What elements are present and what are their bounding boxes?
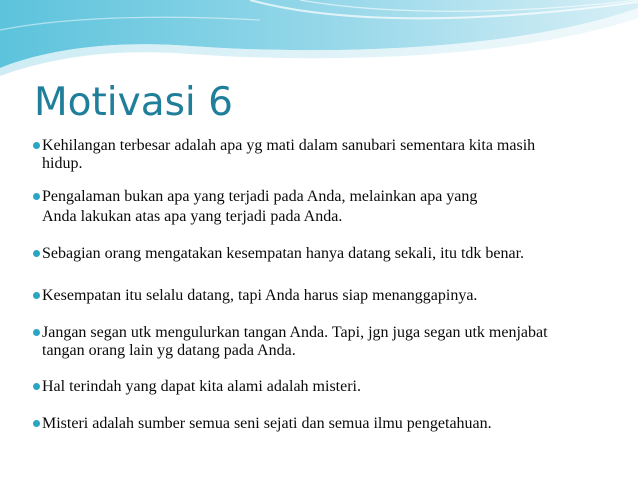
bullet-icon xyxy=(33,420,40,427)
bullet-1-line-1: Kehilangan terbesar adalah apa yg mati dalam sanubari sementara kita masih xyxy=(42,137,536,154)
header-wave-decoration xyxy=(0,0,638,80)
bullet-2-line-2: Anda lakukan atas apa yang terjadi pada Anda. xyxy=(42,208,343,225)
bullet-icon xyxy=(33,292,40,299)
bullet-3-line-1: Sebagian orang mengatakan kesempatan hanya datang sekali, itu tdk benar. xyxy=(42,245,525,262)
bullet-icon xyxy=(33,142,40,149)
bullet-4-line-1: Kesempatan itu selalu datang, tapi Anda harus siap menanggapinya. xyxy=(42,287,478,304)
bullet-2-line-1: Pengalaman bukan apa yang terjadi pada Anda, melainkan apa yang xyxy=(42,188,478,205)
bullet-7-line-1: Misteri adalah sumber semua seni sejati dan semua ilmu pengetahuan. xyxy=(42,415,492,432)
bullet-6-line-1: Hal terindah yang dapat kita alami adalah misteri. xyxy=(42,378,361,395)
slide-title: Motivasi 6 xyxy=(34,80,233,125)
bullet-1-line-2: hidup. xyxy=(42,155,83,172)
bullet-icon xyxy=(33,193,40,200)
bullet-5-line-2: tangan orang lain yg datang pada Anda. xyxy=(42,342,296,359)
bullet-icon xyxy=(33,383,40,390)
bullet-icon xyxy=(33,329,40,336)
bullet-5-line-1: Jangan segan utk mengulurkan tangan Anda. Tapi, jgn juga segan utk menjabat xyxy=(42,324,548,341)
bullet-icon xyxy=(33,250,40,257)
